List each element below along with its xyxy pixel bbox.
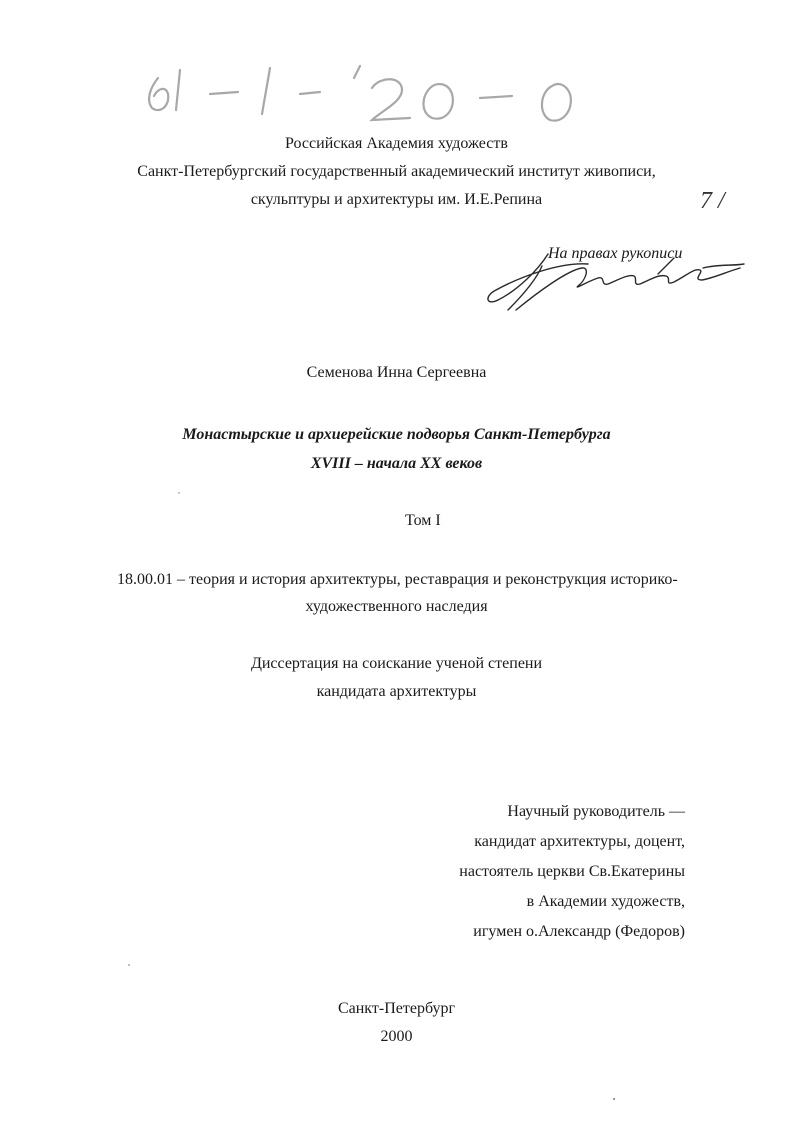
year: 2000: [380, 1028, 413, 1045]
specialty-line-1: 18.00.01 – теория и история архитектуры, реставрация и реконструкция историко-: [117, 571, 678, 588]
supervisor-line: настоятель церкви Св.Екатерины: [459, 863, 685, 880]
supervisor-block: [285, 797, 685, 947]
city: Санкт-Петербург: [337, 1000, 456, 1017]
scan-speck: [613, 1098, 615, 1100]
supervisor-line: Научный руководитель —: [507, 803, 685, 820]
dissertation-title-line-2: XVIII – начала XX веков: [310, 455, 483, 472]
institute-line-2: скульптуры и архитектуры им. И.Е.Репина: [250, 191, 543, 208]
author-name: Семенова Инна Сергеевна: [306, 364, 487, 381]
scan-speck: [178, 492, 180, 494]
academy-name: Российская Академия художеств: [285, 135, 508, 152]
institute-line-1: Санкт-Петербургский государственный академический институт живописи,: [137, 163, 656, 180]
specialty-line-2: художественного наследия: [305, 598, 488, 615]
volume-number: Том I: [405, 512, 441, 529]
supervisor-line: игумен о.Александр (Федоров): [473, 923, 685, 940]
rights-note: На правах рукописи: [548, 245, 683, 262]
dissertation-title-line-1: Монастырские и архиерейские подворья Санкт-Петербурга: [182, 426, 611, 443]
archive-handwritten-mark: [140, 48, 590, 128]
degree-line-1: Диссертация на соискание ученой степени: [250, 655, 543, 672]
supervisor-line: кандидат архитектуры, доцент,: [474, 833, 685, 850]
scan-speck: [128, 964, 130, 966]
supervisor-line: в Академии художеств,: [526, 893, 685, 910]
corner-handwritten-mark: 7 /: [700, 188, 725, 214]
degree-line-2: кандидата архитектуры: [316, 683, 477, 700]
author-signature: [478, 240, 758, 320]
archive-mark-text: 61-1-20-0: [140, 48, 144, 49]
